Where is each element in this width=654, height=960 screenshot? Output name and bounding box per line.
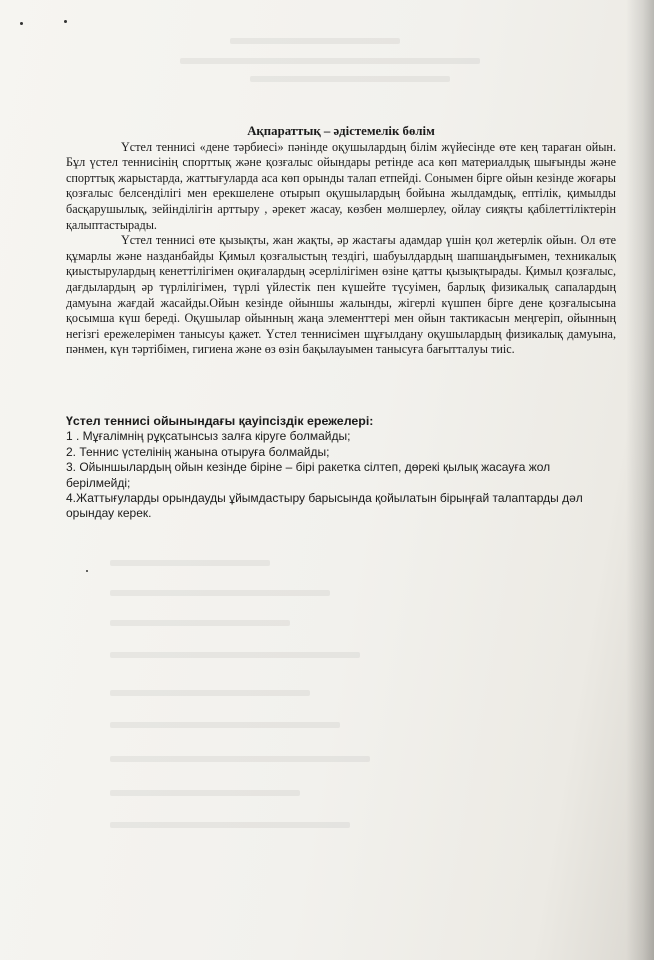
rule-item: 1 . Мұғалімнің рұқсатынсыз залға кіруге болмайды;: [66, 429, 351, 444]
show-through-mark: [110, 756, 370, 762]
show-through-mark: [230, 38, 400, 44]
rule-item: 4.Жаттығуларды орындауды ұйымдастыру барысында қойылатын бірыңғай талаптарды дәл орындау керек.: [66, 491, 583, 521]
show-through-mark: [110, 690, 310, 696]
paragraph-2: Үстел теннисі өте қызықты, жан жақты, әр жастағы адамдар үшін қол жетерлік ойын. Ол өте құмарлы және назданбайды Қимыл қозғалыстың тездігі, шабуылдардың шапшаңдығымен, техникалық қиыстырулардың кенеттілігімен оқиғалардың әсерлілігімен өзіне қатты қызықтырады. Қимыл қозғалыс, дағдылардың әр түрлілігімен, түрлі үйлестік пен күшейте түсуімен, барлық физикалық сапалардың дамуына жағдай жасайды.Ойын кезінде ойыншы жалынды, жігерлі күшпен бірге дене қозғалысына қосымша күш береді. Оқушылар ойынның жаңа элементтері мен ойын тактикасын меңгеріп, ойынның негізгі ережелерімен танысуы қажет. Үстел теннисімен шұғылдану оқушылардың физикалық дамуына, пәнмен, күн тәртібімен, гигиена және өз өзін бақылауымен танысуға бағытталуы тиіс.: [66, 233, 616, 357]
show-through-mark: [250, 76, 450, 82]
safety-rules: [66, 414, 606, 522]
speck: [86, 570, 88, 572]
show-through-mark: [110, 790, 300, 796]
show-through-mark: [110, 722, 340, 728]
rule-item: 3. Ойыншылардың ойын кезінде біріне – бірі ракетка сілтеп, дөрекі қылық жасауға жол берілмейді;: [66, 460, 551, 490]
speck: [64, 20, 67, 23]
rule-item: 2. Теннис үстелінің жанына отыруға болмайды;: [66, 444, 330, 459]
show-through-mark: [110, 560, 270, 566]
paragraph-1: Үстел теннисі «дене тәрбиесі» пәнінде оқушылардың білім жүйесінде өте кең тараған ойын. Бұл үстел теннисінің спорттық және қозғалыс ойындары ретінде аса көп материалдық шығынды және спорттық жарыстарда, жаттығуларда аса көп орынды талап етпейді. Сонымен бірге ойын кезінде жоғары қозғалыс белсенділігі мен ерекшелене отырып оқушылардың бойына жылдамдық, ептілік, қимылды басқарушылық, зейінділігін арттыру , әрекет жасау, көзбен мөлшерлеу, ойлау сияқты қабілеттіліктерін қалыптастырады.: [66, 139, 616, 232]
rules-title: Үстел теннисі ойынындағы қауіпсіздік ережелері:: [66, 414, 374, 428]
show-through-mark: [110, 652, 360, 658]
section-title: Ақпараттық – әдістемелік бөлім: [247, 124, 435, 138]
speck: [20, 22, 23, 25]
show-through-mark: [110, 822, 350, 828]
show-through-mark: [110, 620, 290, 626]
page-edge-shadow: [626, 0, 654, 960]
show-through-mark: [180, 58, 480, 64]
show-through-mark: [110, 590, 330, 596]
info-section: [66, 124, 616, 358]
